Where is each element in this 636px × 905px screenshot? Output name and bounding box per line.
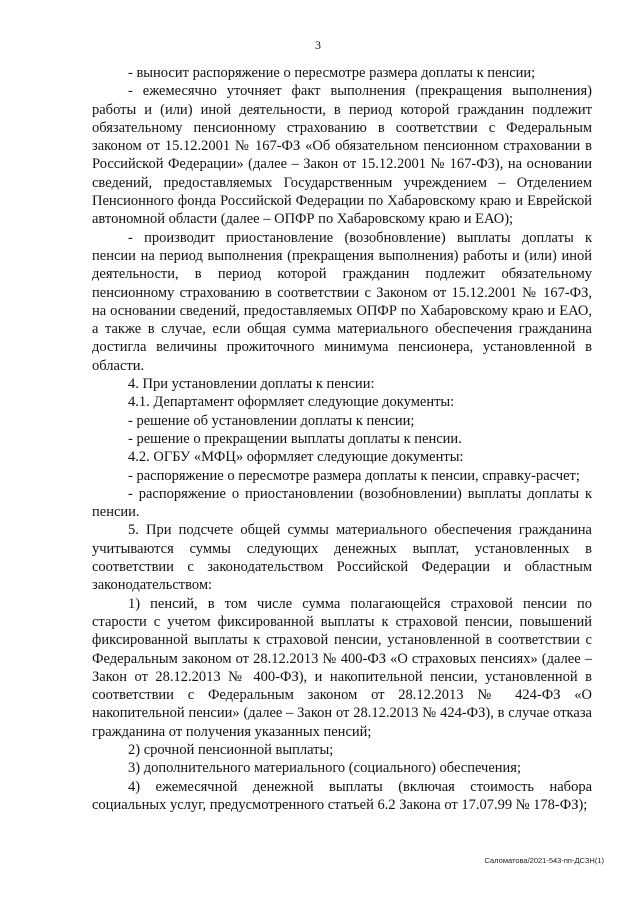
paragraph: - производит приостановление (возобновление) выплаты доплаты к пенсии на период выполнения (прекращения выполнения) работы и (или) иной деятельности, в период которой гражданин подлежит обязательному пенсионному страхованию в соответствии с Законом от 15.12.2001 № 167-ФЗ, на основании сведений, предоставляемых ОПФР по Хабаровскому краю и ЕАО, а также в случае, если общая сумма материального обеспечения гражданина достигла величины прожиточного минимума пенсионера, установленной в области. — [92, 229, 592, 374]
list-item: 3) дополнительного материального (социального) обеспечения; — [128, 760, 521, 777]
list-item: 1) пенсий, в том числе сумма полагающейся страховой пенсии по старости с учетом фиксированной выплаты к страховой пенсии, повышений фиксированной выплаты к страховой пенсии, установленной в соответствии с Федеральным законом от 28.12.2013 № 400-ФЗ «О страховых пенсиях» (далее – Закон от 28.12.2013 № 400-ФЗ), и накопительной пенсии, установленной в соответствии с Федеральным законом от 28.12.2013 № 424-ФЗ «О накопительной пенсии» (далее – Закон от 28.12.2013 № 424-ФЗ), в случае отказа гражданина от получения указанных пенсий; — [92, 595, 592, 740]
section-heading: 4. При установлении доплаты к пенсии: — [128, 376, 375, 393]
paragraph: - ежемесячно уточняет факт выполнения (прекращения выполнения) работы и (или) иной деятельности, в период которой гражданин подлежит обязательному пенсионному страхованию в соответствии с Федеральным законом от 15.12.2001 № 167-ФЗ «Об обязательном пенсионном страховании в Российской Федерации» (далее – Закон от 15.12.2001 № 167-ФЗ), на основании сведений, предоставляемых Государственным учреждением – Отделением Пенсионного фонда Российской Федерации по Хабаровскому краю и Еврейской автономной области (далее – ОПФР по Хабаровскому краю и ЕАО); — [92, 83, 592, 228]
list-item: 2) срочной пенсионной выплаты; — [128, 741, 334, 758]
document-footer: Саломатова/2021-543-пп-ДСЗН(1) — [484, 856, 604, 865]
page-number: 3 — [315, 38, 321, 52]
list-item: - распоряжение о приостановлении (возобновлении) выплаты доплаты к пенсии. — [92, 485, 592, 521]
paragraph: 4.1. Департамент оформляет следующие документы: — [128, 394, 455, 411]
document-body — [92, 64, 592, 814]
paragraph: 4.2. ОГБУ «МФЦ» оформляет следующие документы: — [128, 449, 464, 466]
list-item: - решение о прекращении выплаты доплаты к пенсии. — [128, 430, 462, 447]
paragraph: - выносит распоряжение о пересмотре размера доплаты к пенсии; — [128, 65, 536, 81]
list-item: 4) ежемесячной денежной выплаты (включая стоимость набора социальных услуг, предусмотренного статьей 6.2 Закона от 17.07.99 № 178-ФЗ); — [92, 778, 592, 813]
section-heading: 5. При подсчете общей суммы материального обеспечения гражданина учитываются суммы следующих денежных выплат, установленных в соответствии с законодательством Российской Федерации и областным законодательством: — [92, 522, 592, 594]
list-item: - решение об установлении доплаты к пенсии; — [128, 412, 415, 429]
list-item: - распоряжение о пересмотре размера доплаты к пенсии, справку-расчет; — [128, 467, 580, 484]
